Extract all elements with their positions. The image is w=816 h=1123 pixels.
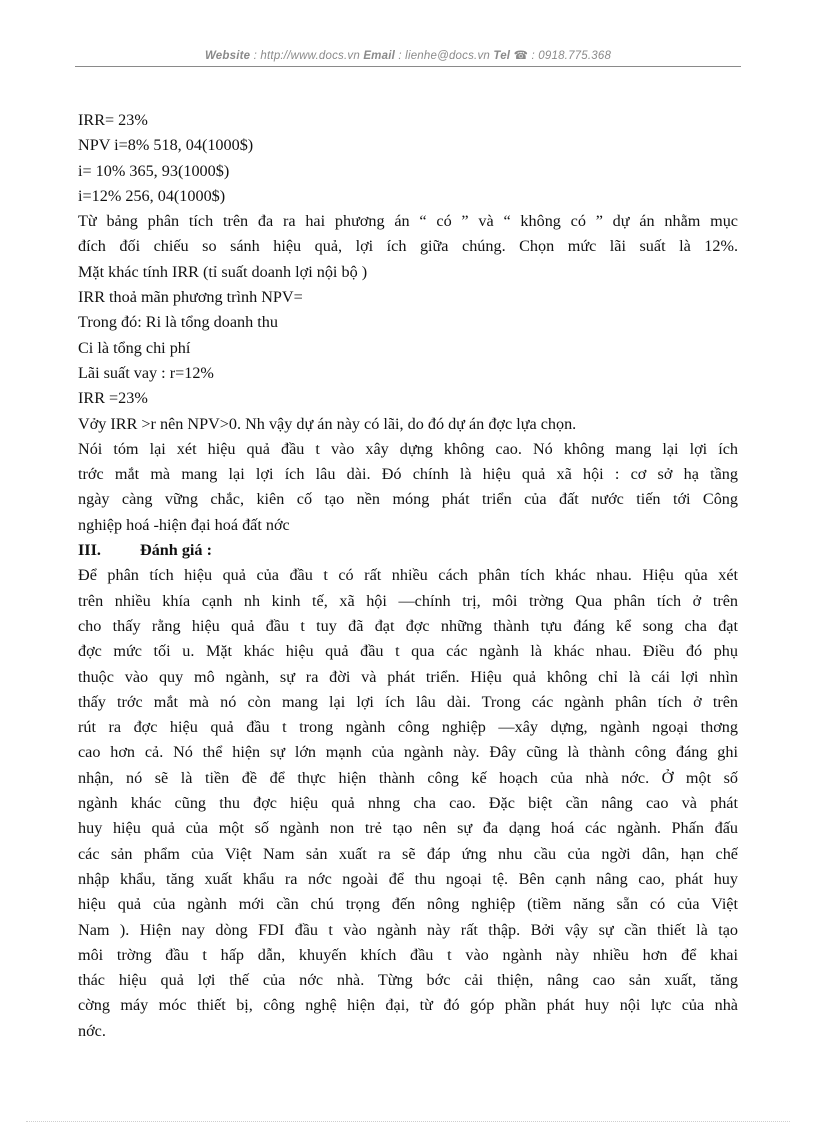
website-label: Website — [204, 50, 251, 62]
document-body — [78, 108, 738, 1044]
text-line: Trong đó: Ri là tổng doanh thu — [78, 313, 278, 332]
paragraph-line: Nói tóm lại xét hiệu quả đầu t vào xây dựng không cao. Nó không mang lại lợi ích — [78, 439, 738, 458]
text-line: Lãi suất vay : r=12% — [78, 363, 214, 382]
paragraph-line: ngành khác cũng thu đợc hiệu quả nhng cha cao. Đặc biệt cần nâng cao và phát — [78, 794, 738, 813]
paragraph-line: thuộc vào quy mô ngành, sự ra đời và phát triển. Hiệu quả không chỉ là cái lợi nhìn — [78, 667, 738, 686]
paragraph-line: cờng máy móc thiết bị, công nghệ hiện đại, từ đó góp phần phát huy nội lực của nhà — [78, 996, 738, 1015]
irr-npv-results — [78, 108, 738, 209]
paragraph-line: đích đối chiếu so sánh hiệu quả, lợi ích giữa chúng. Chọn mức lãi suất là 12%. — [78, 237, 738, 256]
paragraph-line: thác hiệu quả lợi thế của nớc nhà. Từng bớc cải thiện, nâng cao sản xuất, tăng — [78, 971, 738, 990]
section-number: III. — [78, 541, 101, 560]
text-line: Vởy IRR >r nên NPV>0. Nh vậy dự án này có lãi, do đó dự án đợc lựa chọn. — [78, 414, 577, 433]
paragraph-line: cao hơn cả. Nó thể hiện sự lớn mạnh của ngành này. Đây cũng là thành công đáng ghi — [78, 743, 738, 762]
section-heading — [78, 538, 738, 563]
text-line: IRR thoả mãn phương trình NPV= — [78, 288, 303, 307]
email-label: Email — [363, 50, 395, 62]
paragraph-summary-last-line: nghiệp hoá -hiện đại hoá đất nớc — [78, 515, 290, 534]
tel-label: Tel — [493, 50, 511, 62]
irr-calculation — [78, 260, 738, 437]
header-divider — [75, 66, 741, 67]
paragraph-line: nhận, nó sẽ là tiền đề để thực hiện thành công kế hoạch của nhà nớc. Ở một số — [78, 768, 738, 787]
paragraph-summary — [78, 437, 738, 513]
paragraph-line: đợc mức tối u. Mặt khác hiệu quả đầu t qua các ngành là khác nhau. Điều đó phụ — [78, 642, 738, 661]
paragraph-line: Để phân tích hiệu quả của đầu t có rất nhiều cách phân tích khác nhau. Hiệu qủa xét — [78, 566, 738, 585]
paragraph-line: huy hiệu quả của một số ngành non trẻ tạo nên sự đa dạng hoá các ngành. Phấn đấu — [78, 819, 738, 838]
email-address[interactable]: : lienhe@docs.vn — [395, 50, 494, 62]
paragraph-line: cho thấy rằng hiệu quả đầu t tuy đã đạt đợc những thành tựu đáng kể song cha đạt — [78, 616, 738, 635]
text-line: Ci là tổng chi phí — [78, 338, 191, 357]
text-line: IRR =23% — [78, 389, 148, 408]
paragraph-line: thấy trớc mắt mà nó còn mang lại lợi ích lâu dài. Trong các ngành phân tích ở trên — [78, 692, 738, 711]
paragraph-line: trên nhiều khía cạnh nh kinh tế, xã hội —chính trị, môi trờng Qua phân tích ở trên — [78, 591, 738, 610]
paragraph-line: rút ra đợc hiệu quả đầu t trong ngành công nghiệp —xây dựng, ngành ngoại thơng — [78, 718, 738, 737]
text-line: i= 10% 365, 93(1000$) — [78, 161, 230, 180]
paragraph-line: Từ bảng phân tích trên đa ra hai phương án “ có ” và “ không có ” dự án nhằm mục — [78, 212, 738, 231]
tel-number: ☎ : 0918.775.368 — [510, 50, 612, 62]
paragraph-comparison — [78, 209, 738, 260]
footer-divider — [26, 1121, 790, 1122]
text-line: Mặt khác tính IRR (tỉ suất doanh lợi nội bộ ) — [78, 262, 368, 281]
text-line: i=12% 256, 04(1000$) — [78, 186, 226, 205]
text-line: NPV i=8% 518, 04(1000$) — [78, 136, 254, 155]
paragraph-line: môi trờng đầu t hấp dẫn, khuyến khích đầu t vào ngành này nhiều hơn để khai — [78, 945, 738, 964]
section-title: Đánh giá : — [140, 541, 212, 560]
paragraph-line: hiệu quả của ngành mới cần chú trọng đến nông nghiệp (tiềm năng sẵn có của Việt — [78, 895, 738, 914]
website-url[interactable]: : http://www.docs.vn — [250, 50, 364, 62]
paragraph-line: nhập khẩu, tăng xuất khẩu ra nớc ngoài để thu ngoại tệ. Bên cạnh nâng cao, phát huy — [78, 869, 738, 888]
paragraph-line: Nam ). Hiện nay dòng FDI đầu t vào ngành này rất thập. Bởi vậy sự cần thiết là tạo — [78, 920, 738, 939]
paragraph-line: các sản phẩm của Việt Nam sản xuất ra sẽ đáp ứng nhu cầu của ngời dân, hạn chế — [78, 844, 738, 863]
page-header — [0, 48, 816, 62]
paragraph-line: ngày càng vững chắc, kiên cố tạo nền móng phát triển của đất nước tiến tới Công — [78, 490, 738, 509]
text-line: IRR= 23% — [78, 111, 148, 129]
paragraph-evaluation — [78, 563, 738, 1018]
paragraph-evaluation-last-line: nớc. — [78, 1021, 106, 1040]
paragraph-line: trớc mắt mà mang lại lợi ích lâu dài. Đó chính là hiệu quả xã hội : cơ sở hạ tầng — [78, 465, 738, 484]
